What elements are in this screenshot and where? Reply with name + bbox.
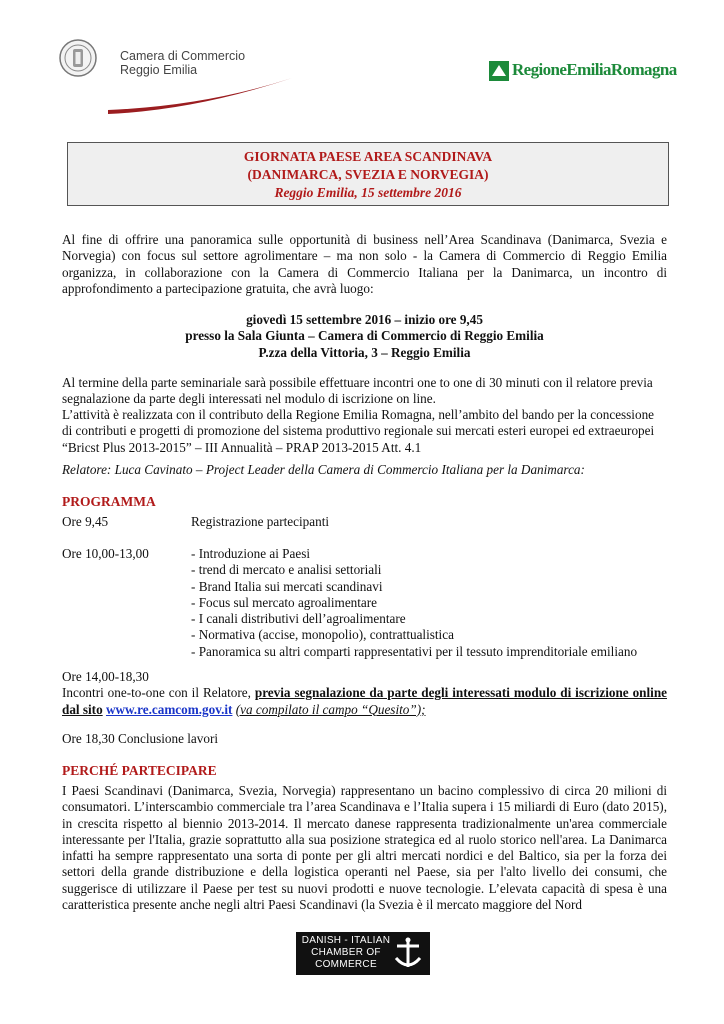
event-address: P.zza della Vittoria, 3 – Reggio Emilia — [258, 344, 471, 360]
region-name: RegioneEmiliaRomagna — [512, 60, 677, 79]
slot-time: Ore 14,00-18,30 — [62, 669, 149, 684]
title-line3: Reggio Emilia, 15 settembre 2016 — [274, 185, 462, 200]
agenda-item: - Introduzione ai Paesi — [191, 546, 311, 561]
slot-time: Ore 9,45 — [62, 514, 109, 529]
title-line1: GIORNATA PAESE AREA SCANDINAVA — [243, 149, 493, 164]
regione-emilia-romagna-logo — [489, 59, 675, 83]
slot3-text: Incontri one-to-one con il Relatore, — [62, 685, 251, 701]
anchor-icon — [391, 936, 425, 970]
slot-desc: Registrazione partecipanti — [191, 514, 330, 529]
agenda-item: - Brand Italia sui mercati scandinavi — [191, 578, 383, 594]
agenda-item: - Normativa (accise, monopolio), contrattualistica — [191, 627, 454, 643]
agenda-item: - trend di mercato e analisi settoriali — [191, 562, 382, 578]
title-line2: (DANIMARCA, SVEZIA E NORVEGIA) — [247, 167, 489, 182]
seminar-note: Al termine della parte seminariale sarà possibile effettuare incontri one to one di 30 minuti con il relatore previa segnalazione da parte degli interessati nel modulo di iscrizione on line. — [62, 375, 653, 407]
intro-paragraph: Al fine di offrire una panoramica sulle opportunità di business nell’Area Scandinava (Danimarca, Svezia e Norvegia) con focus sul settore agrolimentare – ma non solo - la Camera di Commercio di Reggio Emilia organizza, in collaborazione con la Camera di Commercio Italiana per la Danimarca, un incontro di approfondimento a partecipazione gratuita, che avrà luogo: — [62, 232, 667, 296]
region-mark-icon — [489, 61, 509, 81]
perche-paragraph: I Paesi Scandinavi (Danimarca, Svezia, Norvegia) rappresentano un bacino complessivo di circa 20 milioni di consumatori. L’interscambio commerciale tra l’area Scandinava e l’Italia supera i 15 miliardi di Euro (dato 2015), in crescita rispetto al biennio 2013-2014. Il mercato danese rappresenta tradizionalmente un'area commerciale interessante per l'Italia, grazie soprattutto alla sua posizione strategica ed al ruolo storico nell'area. La Danimarca infatti ha sempre rappresentato una sorta di ponte per gli altri mercati nordici e del Baltico, sia per la forza dei settori della grande distribuzione e della logistica operanti nel Paese, sia per l'alto livello dei consumi, che suggerisce di utilizzare il Paese per test su nuovi prodotti e nuove tecnologie. L’elevata capacità di spesa è una caratteristica presente anche negli altri Paesi Scandinavi (la Svezia è il mercato maggiore del Nord — [62, 783, 667, 913]
agenda-item: - Panoramica su altri comparti rappresentativi per il tessuto imprenditoriale emiliano — [191, 643, 638, 659]
agenda-slot-1 — [62, 514, 667, 530]
programma-heading: PROGRAMMA — [62, 494, 156, 509]
agenda-slot-2 — [62, 546, 667, 660]
slot3-underlined-text: previa segnalazione da parte degli interessati modulo di iscrizione online dal sito — [62, 685, 668, 717]
footer-logo-line2: CHAMBER OF — [311, 947, 381, 958]
title-box — [67, 142, 669, 206]
event-venue: presso la Sala Giunta – Camera di Commercio di Reggio Emilia — [185, 328, 544, 344]
event-date: giovedì 15 settembre 2016 – inizio ore 9,45 — [246, 312, 483, 327]
speaker-line: Relatore: Luca Cavinato – Project Leader della Camera di Commercio Italiana per la Danimarca: — [62, 462, 585, 477]
logo-swoosh — [106, 76, 296, 116]
logo-name-line1: Camera di Commercio — [120, 49, 246, 63]
slot3-note: (va compilato il campo “Quesito”); — [235, 701, 426, 717]
seal-icon — [58, 38, 98, 78]
event-details — [62, 312, 667, 361]
danish-italian-chamber-logo — [296, 932, 430, 975]
agenda-slot-3 — [62, 669, 667, 718]
slot-time: Ore 10,00-13,00 — [62, 546, 149, 561]
funding-note: L’attività è realizzata con il contributo della Regione Emilia Romagna, nell’ambito del bando per la concessione di contributi e progetti di promozione del sistema produttivo regionale sui mercati esteri europei ed extraeuropei “Bricst Plus 2013-2015” – III Annualità – PRAP 2013-2015 Att. 4.1 — [62, 407, 655, 455]
agenda-item: - I canali distributivi dell’agroalimentare — [191, 611, 406, 627]
footer-logo-line3: COMMERCE — [315, 959, 377, 970]
agenda-item: - Focus sul mercato agroalimentare — [191, 594, 378, 610]
footer-logo-line1: DANISH - ITALIAN — [301, 935, 391, 946]
camera-commercio-logo — [58, 38, 258, 108]
camcom-link[interactable]: www.re.camcom.gov.it — [105, 701, 233, 717]
logo-name-line2: Reggio Emilia — [120, 63, 198, 77]
perche-heading: PERCHÉ PARTECIPARE — [62, 763, 217, 778]
agenda-slot-4: Ore 18,30 Conclusione lavori — [62, 731, 219, 746]
